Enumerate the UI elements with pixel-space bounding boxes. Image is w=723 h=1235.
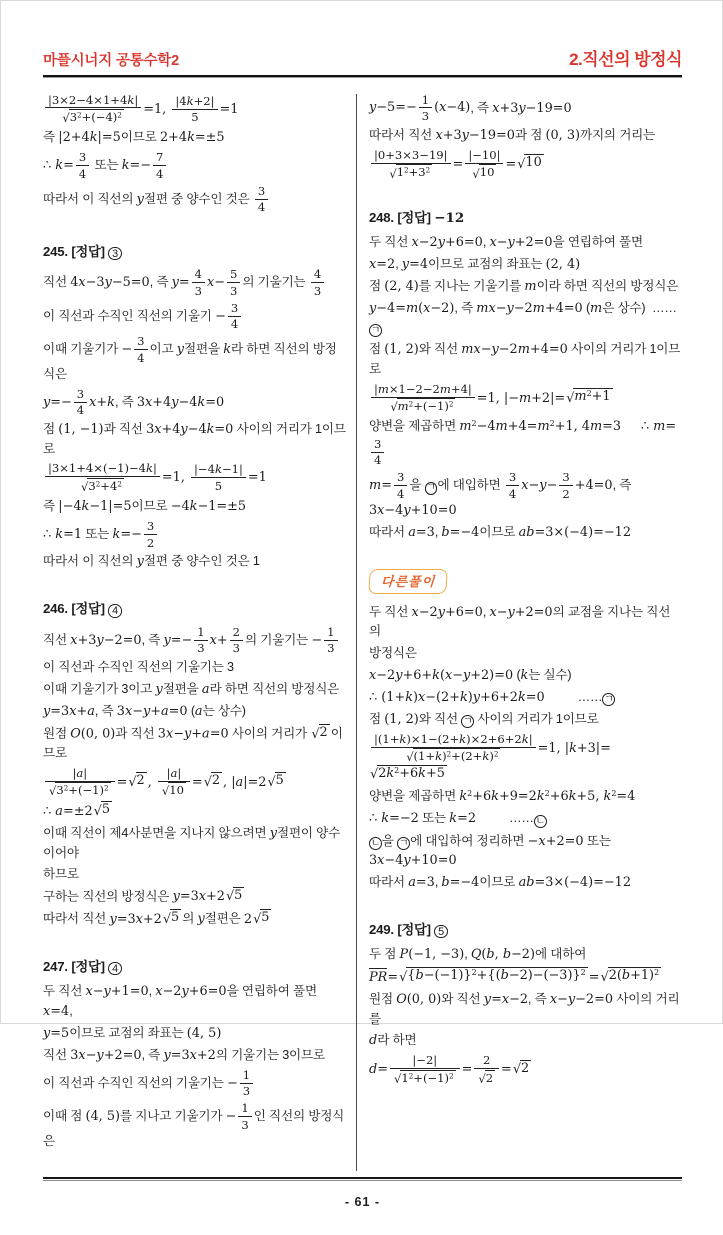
solution-line: y−5=− $\frac{1}{3}$ (x−4), 즉 x+3y−19=0 — [369, 92, 572, 123]
solution-line: |0+3×3−19| √ $1^2+3^2$ = |−10| √ 10 = √ 10 — [369, 148, 682, 181]
solution-line: 원점 O(0, 0)과 직선 3x−y+a=0 사이의 거리가 √ 2 이므로 — [43, 724, 343, 761]
solution-line: 따라서 직선 x+3y−19=0과 점 (0, 3)까지의 거리는 — [369, 127, 656, 143]
problem-header: 246. [정답] 4 — [43, 598, 346, 618]
solution-line: 이때 기울기가 − $\frac{3}{4}$ 이고 y절편을 k라 하면 직선의 방정식은 — [43, 334, 337, 382]
solution-line: |3×1+4×(−1)−4k| √ $3^2+4^2$ =1, $\frac{|-4k-1|}{5}$ =1 — [43, 461, 346, 494]
solution-line: 따라서 a=3, b=−4이므로 ab=3×(−4)=−12 — [369, 875, 631, 891]
two-column-body — [43, 90, 682, 1177]
header-rule — [43, 75, 682, 78]
solution-block — [43, 598, 346, 929]
solution-line: 따라서 이 직선의 y절편 중 양수인 것은 1 — [43, 554, 260, 570]
solution-line: 양변을 제곱하면 $k^2+6k+9=2k^2+6k+5$, $k^2=4$ — [369, 789, 636, 805]
solution-line: ∴ k= $\frac{3}{4}$ 또는 k=− $\frac{7}{4}$ — [43, 150, 346, 181]
solution-line: ∴ (1+k)x−(2+k)y+6+2k=0 …… ㄱ — [369, 689, 614, 705]
footer-rule — [43, 1177, 682, 1181]
solution-block — [369, 93, 682, 182]
solution-line: x−2y+6+k(x−y+2)=0 (k는 실수) — [369, 667, 572, 683]
chapter-title: 2.직선의 방정식 — [569, 50, 682, 69]
solution-line: 점 (2, 4)를 지나는 기울기를 m이라 하면 직선의 방정식은 — [369, 279, 679, 295]
left-column — [43, 90, 356, 1177]
solution-line: d라 하면 — [369, 1033, 417, 1049]
solution-line: 점 (1, 2)와 직선 ㄱ 사이의 거리가 1이므로 — [369, 711, 599, 727]
solution-line: 구하는 직선의 방정식은 y=3x+2 √ 5 — [43, 887, 243, 905]
solution-block — [43, 93, 346, 215]
solution-line: 방정식은 — [369, 645, 417, 660]
solution-line: ∴ a=±2 √ 5 — [43, 802, 110, 819]
page-number: - 61 - — [344, 1195, 381, 1210]
solution-line: d= |−2| √ $1^2+(-1)^2$ = 2 √ 2 = √ 2 — [369, 1053, 530, 1087]
solution-line: 이때 점 (4, 5)를 지나고 기울기가 − $\frac{1}{3}$ 인 직선의 방정식은 — [43, 1101, 345, 1149]
solution-line: PR= √ $\{b-(-1)\}^2+\{(b-2)-(-3)\}^2$ = √ $2(b+1)^2$ — [369, 968, 660, 986]
page-header — [43, 45, 682, 70]
book-title: 마플시너지 공통수학2 — [43, 53, 179, 69]
alt-solution-badge: 다른풀이 — [368, 569, 448, 594]
solution-line: 두 직선 x−y+1=0, x−2y+6=0을 연립하여 풀면 x=4, — [43, 984, 321, 1019]
solution-line: 따라서 이 직선의 y절편 중 양수인 것은 $\frac{3}{4}$ — [43, 184, 346, 215]
solution-block — [43, 241, 346, 572]
solution-line: 직선 x+3y−2=0, 즉 y=− $\frac{1}{3}$ x+ $\frac{2}{3}$ 의 기울기는 − $\frac{1}{3}$ — [43, 625, 346, 656]
solution-line: 이 직선과 수직인 직선의 기울기는 − $\frac{1}{3}$ — [43, 1068, 346, 1099]
problem-header: 248. [정답] −12 — [369, 210, 465, 227]
solution-line: 두 직선 x−2y+6=0, x−y+2=0을 연립하여 풀면 — [369, 235, 643, 251]
solution-line: 이 직선과 수직인 직선의 기울기는 3 — [43, 660, 234, 675]
solution-line: 점 (1, −1)과 직선 3x+4y−4k=0 사이의 거리가 1이므로 — [43, 422, 346, 456]
solution-line: |m×1−2−2m+4| √ $m^2+(-1)^2$ =1, |−m+2|= √ $m^2+1$ — [369, 382, 682, 415]
solution-line: 즉 |2+4k|=5이므로 2+4k=±5 — [43, 130, 225, 146]
solution-line: 하므로 — [43, 867, 79, 882]
solution-line: y=− $\frac{3}{4}$ x+k, 즉 3x+4y−4k=0 — [43, 386, 225, 418]
page-footer — [43, 1177, 682, 1235]
solution-line: 이 직선과 수직인 직선의 기울기 − $\frac{3}{4}$ — [43, 301, 346, 332]
solution-line: 원점 O(0, 0)와 직선 y=x−2, 즉 x−y−2=0 사이의 거리를 — [369, 992, 680, 1026]
alt-solution-badge-wrap — [369, 569, 682, 594]
solution-line: 따라서 a=3, b=−4이므로 ab=3×(−4)=−12 — [369, 525, 631, 541]
solution-line: 즉 |−4k−1|=5이므로 −4k−1=±5 — [43, 499, 247, 515]
problem-header: 249. [정답] 5 — [369, 919, 682, 939]
solution-line: 점 (1, 2)와 직선 mx−y−2m+4=0 사이의 거리가 1이므로 — [369, 342, 681, 376]
solution-line: 이때 기울기가 3이고 y절편을 a라 하면 직선의 방정식은 — [43, 681, 340, 697]
solution-line: x=2, y=4이므로 교점의 좌표는 (2, 4) — [369, 257, 581, 273]
solution-line: ㄴ 을 ㄱ 에 대입하여 정리하면 −x+2=0 또는 3x−4y+10=0 — [369, 833, 615, 869]
solution-line: 두 직선 x−2y+6=0, x−y+2=0의 교점을 지나는 직선의 — [369, 604, 671, 639]
solution-line: y=3x+a, 즉 3x−y+a=0 (a는 상수) — [43, 703, 246, 719]
solution-line: 직선 4x−3y−5=0, 즉 y= $\frac{4}{3}$ x− $\frac{5}{3}$ 의 기울기는 $\frac{4}{3}$ — [43, 267, 346, 298]
solution-line: m= $\frac{3}{4}$ 을 ㄱ 에 대입하면 $\frac{3}{4}$ x−y− $\frac{3}{2}$ +4=0, 즉 3x−4y+10=0 — [369, 470, 635, 519]
right-column — [357, 90, 682, 1177]
solution-line: y−4=m(x−2), 즉 mx−y−2m+4=0 (m은 상수) ……ㄱ — [369, 301, 677, 336]
solution-line: ∴ k=−2 또는 k=2 …… ㄴ — [369, 811, 546, 827]
solution-line: 이때 직선이 제4사분면을 지나지 않으려면 y절편이 양수이어야 — [43, 826, 341, 860]
solution-line: 양변을 제곱하면 $m^2-4m+4=m^2+1$, 4m=3 ∴ m= $\frac{3}{4}$ — [369, 419, 677, 468]
solution-line: ∴ k=1 또는 k=− $\frac{3}{2}$ — [43, 519, 346, 550]
solution-block — [369, 919, 682, 1087]
solution-block — [369, 207, 682, 543]
solution-line: y=5이므로 교점의 좌표는 (4, 5) — [43, 1025, 222, 1041]
problem-header: 247. [정답] 4 — [43, 956, 346, 976]
problem-header: 245. [정답] 3 — [43, 241, 346, 261]
solution-line: |3×2−4×1+4k| √ $3^2+(-4)^2$ =1, $\frac{|4k+2|}{5}$ =1 — [43, 93, 346, 126]
solution-block — [43, 956, 346, 1152]
solution-line: |a| √ $3^2+(-1)^2$ = √ 2 , |a| √ 10 = √ 2 , |a|=2 √ 5 — [43, 766, 346, 799]
solution-block — [369, 569, 682, 893]
solution-line: |(1+k)×1−(2+k)×2+6+2k| √ $(1+k)^2+(2+k)^2$ =1, |k+3|= √ $2k^2+6k+5$ — [370, 731, 611, 783]
solution-line: 따라서 직선 y=3x+2 √ 5 의 y절편은 2 √ 5 — [43, 910, 270, 927]
solution-line: 두 점 P(−1, −3), Q(b, b−2)에 대하여 — [369, 947, 587, 963]
solution-line: 직선 3x−y+2=0, 즉 y=3x+2의 기울기는 3이므로 — [43, 1047, 325, 1063]
